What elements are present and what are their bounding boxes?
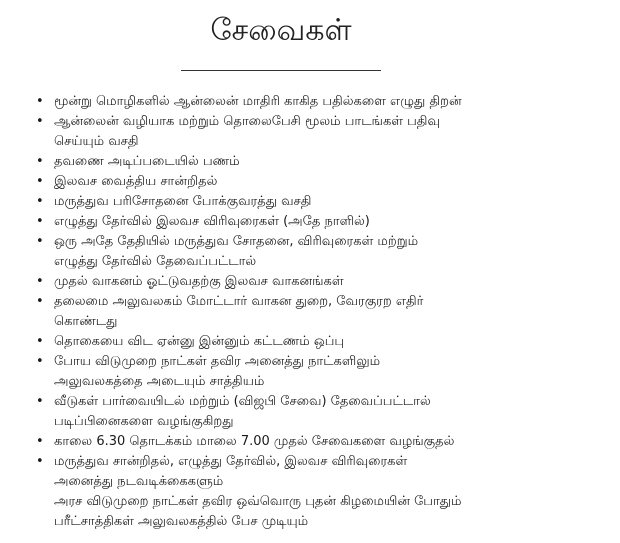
bullet-icon: • — [36, 234, 44, 249]
service-text-line: வீடுகள் பார்வையிடல் மற்றும் (விஜபி சேவை) தேவைப்பட்டால் — [54, 394, 431, 409]
service-text-line: மருத்துவ பரிசோதனை போக்குவரத்து வசதி — [54, 194, 312, 209]
service-text-line: அரச விடுமுறை நாட்கள் தவிர ஒவ்வொரு புதன் கிழமையின் போதும் — [54, 494, 462, 509]
service-text-line: ஆன்லைன் வழியாக மற்றும் தொலைபேசி மூலம் பாடங்கள் பதிவு — [54, 114, 440, 129]
service-item — [36, 112, 606, 152]
service-text-line: அலுவலகத்தை அடையும் சாத்தியம் — [54, 374, 265, 389]
bullet-icon: • — [36, 334, 44, 349]
bullet-icon: • — [36, 114, 44, 129]
service-item — [36, 292, 606, 332]
service-text-line: படிப்பினைகளை வழங்குகிறது — [54, 414, 234, 429]
service-item — [36, 232, 606, 272]
service-text-line: தவணை அடிப்படையில் பணம் — [54, 154, 240, 169]
service-text-line: ஒரு அதே தேதியில் மருத்துவ சோதனை, விரிவுரைகள் மற்றும் — [54, 234, 419, 249]
service-item — [36, 272, 606, 292]
services-list — [36, 92, 606, 532]
bullet-icon: • — [36, 214, 44, 229]
service-item — [36, 192, 606, 212]
service-text-line: காலை 6.30 தொடக்கம் மாலை 7.00 முதல் சேவைகளை வழங்குதல் — [54, 434, 455, 449]
service-text-line: மூன்று மொழிகளில் ஆன்லைன் மாதிரி காகித பதில்களை எழுது திறன் — [54, 94, 462, 109]
service-item — [36, 212, 606, 232]
service-text-line: தலைமை அலுவலகம் மோட்டார் வாகன துறை, வேரகுரற எதிர் — [54, 294, 424, 309]
service-text-line: மருத்துவ சான்றிதல், எழுத்து தேர்வில், இலவச விரிவுரைகள் — [54, 454, 408, 469]
bullet-icon: • — [36, 154, 44, 169]
service-item — [36, 92, 606, 112]
bullet-icon: • — [36, 94, 44, 109]
service-text-line: கொண்டது — [54, 314, 118, 329]
bullet-icon: • — [36, 174, 44, 189]
bullet-icon: • — [36, 434, 44, 449]
service-text-line: பரீட்சாத்திகள் அலுவலகத்தில் பேச முடியும் — [54, 514, 309, 529]
bullet-icon: • — [36, 274, 44, 289]
title-divider — [181, 70, 381, 71]
service-item — [36, 432, 606, 452]
service-text-line: எழுத்து தேர்வில் இலவச விரிவுரைகள் (அதே நாளில்) — [54, 214, 370, 229]
bullet-icon: • — [36, 454, 44, 469]
service-item — [36, 392, 606, 432]
service-text-line: போய விடுமுறை நாட்கள் தவிர அனைத்து நாட்களிலும் — [54, 354, 381, 369]
service-text-line: அனைத்து நடவடிக்கைகளும் — [54, 474, 224, 489]
service-item — [36, 352, 606, 392]
service-text-line: தொகையை விட ஏன்னு இன்னும் கட்டணம் ஒப்பு — [54, 334, 345, 349]
service-item — [36, 152, 606, 172]
service-item — [36, 452, 606, 532]
bullet-icon: • — [36, 294, 44, 309]
service-text-line: செய்யும் வசதி — [54, 134, 139, 149]
service-text-line: எழுத்து தேர்வில் தேவைப்பட்டால் — [54, 254, 257, 269]
page-title: சேவைகள் — [210, 13, 352, 48]
bullet-icon: • — [36, 354, 44, 369]
service-text-line: இலவச வைத்திய சான்றிதல் — [54, 174, 218, 189]
bullet-icon: • — [36, 394, 44, 409]
service-item — [36, 172, 606, 192]
service-text-line: முதல் வாகனம் ஓட்டுவதற்கு இலவச வாகனங்கள் — [54, 274, 344, 289]
service-item — [36, 332, 606, 352]
bullet-icon: • — [36, 194, 44, 209]
